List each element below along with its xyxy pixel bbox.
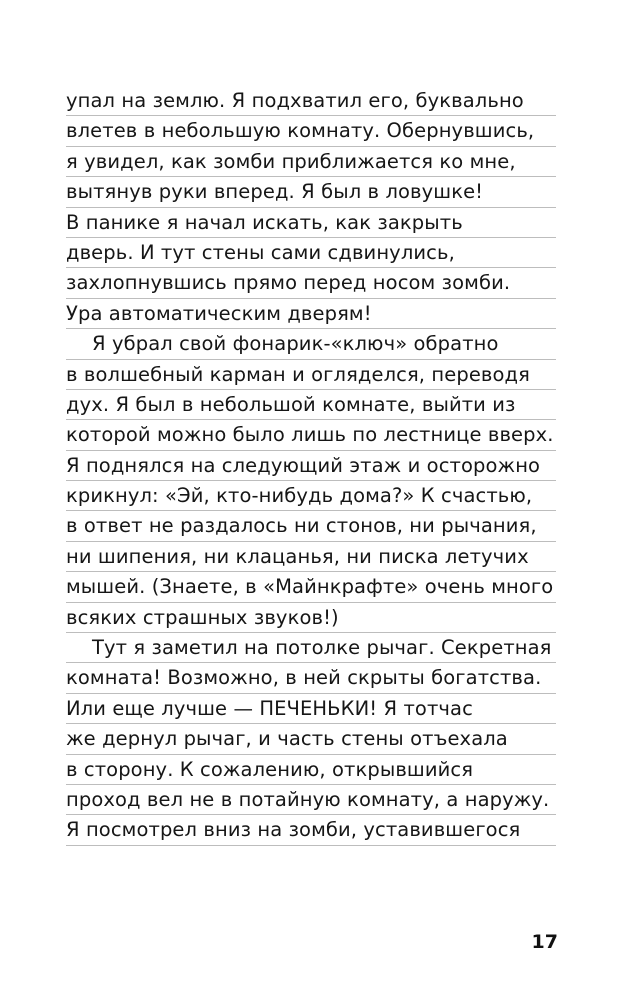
text-line: захлопнувшись прямо перед носом зомби.	[66, 268, 556, 298]
text-line: же дернул рычаг, и часть стены отъехала	[66, 724, 556, 754]
text-line: в волшебный карман и огляделся, переводя	[66, 360, 556, 390]
text-line: упал на землю. Я подхватил его, буквально	[66, 86, 556, 116]
ruled-text-block	[66, 86, 556, 846]
text-line: Я посмотрел вниз на зомби, уставившегося	[66, 815, 556, 845]
text-line: Тут я заметил на потолке рычаг. Секретная	[66, 633, 556, 663]
text-line: Я убрал свой фонарик-«ключ» обратно	[66, 329, 556, 359]
text-line: комната! Возможно, в ней скрыты богатства.	[66, 663, 556, 693]
text-line: ни шипения, ни клацанья, ни писка летучих	[66, 542, 556, 572]
text-line: В панике я начал искать, как закрыть	[66, 208, 556, 238]
text-line: влетев в небольшую комнату. Обернувшись,	[66, 116, 556, 146]
text-line: дух. Я был в небольшой комнате, выйти из	[66, 390, 556, 420]
text-line: всяких страшных звуков!)	[66, 603, 556, 633]
text-line: крикнул: «Эй, кто-нибудь дома?» К счастью,	[66, 481, 556, 511]
text-line: проход вел не в потайную комнату, а наружу.	[66, 785, 556, 815]
page-number: 17	[531, 931, 558, 953]
text-line: Или еще лучше — ПЕЧЕНЬКИ! Я тотчас	[66, 694, 556, 724]
text-line: Ура автоматическим дверям!	[66, 299, 556, 329]
text-line: мышей. (Знаете, в «Майнкрафте» очень много	[66, 572, 556, 602]
text-line: которой можно было лишь по лестнице вверх.	[66, 420, 556, 450]
text-line: Я поднялся на следующий этаж и осторожно	[66, 451, 556, 481]
text-line: в ответ не раздалось ни стонов, ни рычания,	[66, 511, 556, 541]
text-line: в сторону. К сожалению, открывшийся	[66, 755, 556, 785]
text-line: вытянув руки вперед. Я был в ловушке!	[66, 177, 556, 207]
text-line: дверь. И тут стены сами сдвинулись,	[66, 238, 556, 268]
text-line: я увидел, как зомби приближается ко мне,	[66, 147, 556, 177]
